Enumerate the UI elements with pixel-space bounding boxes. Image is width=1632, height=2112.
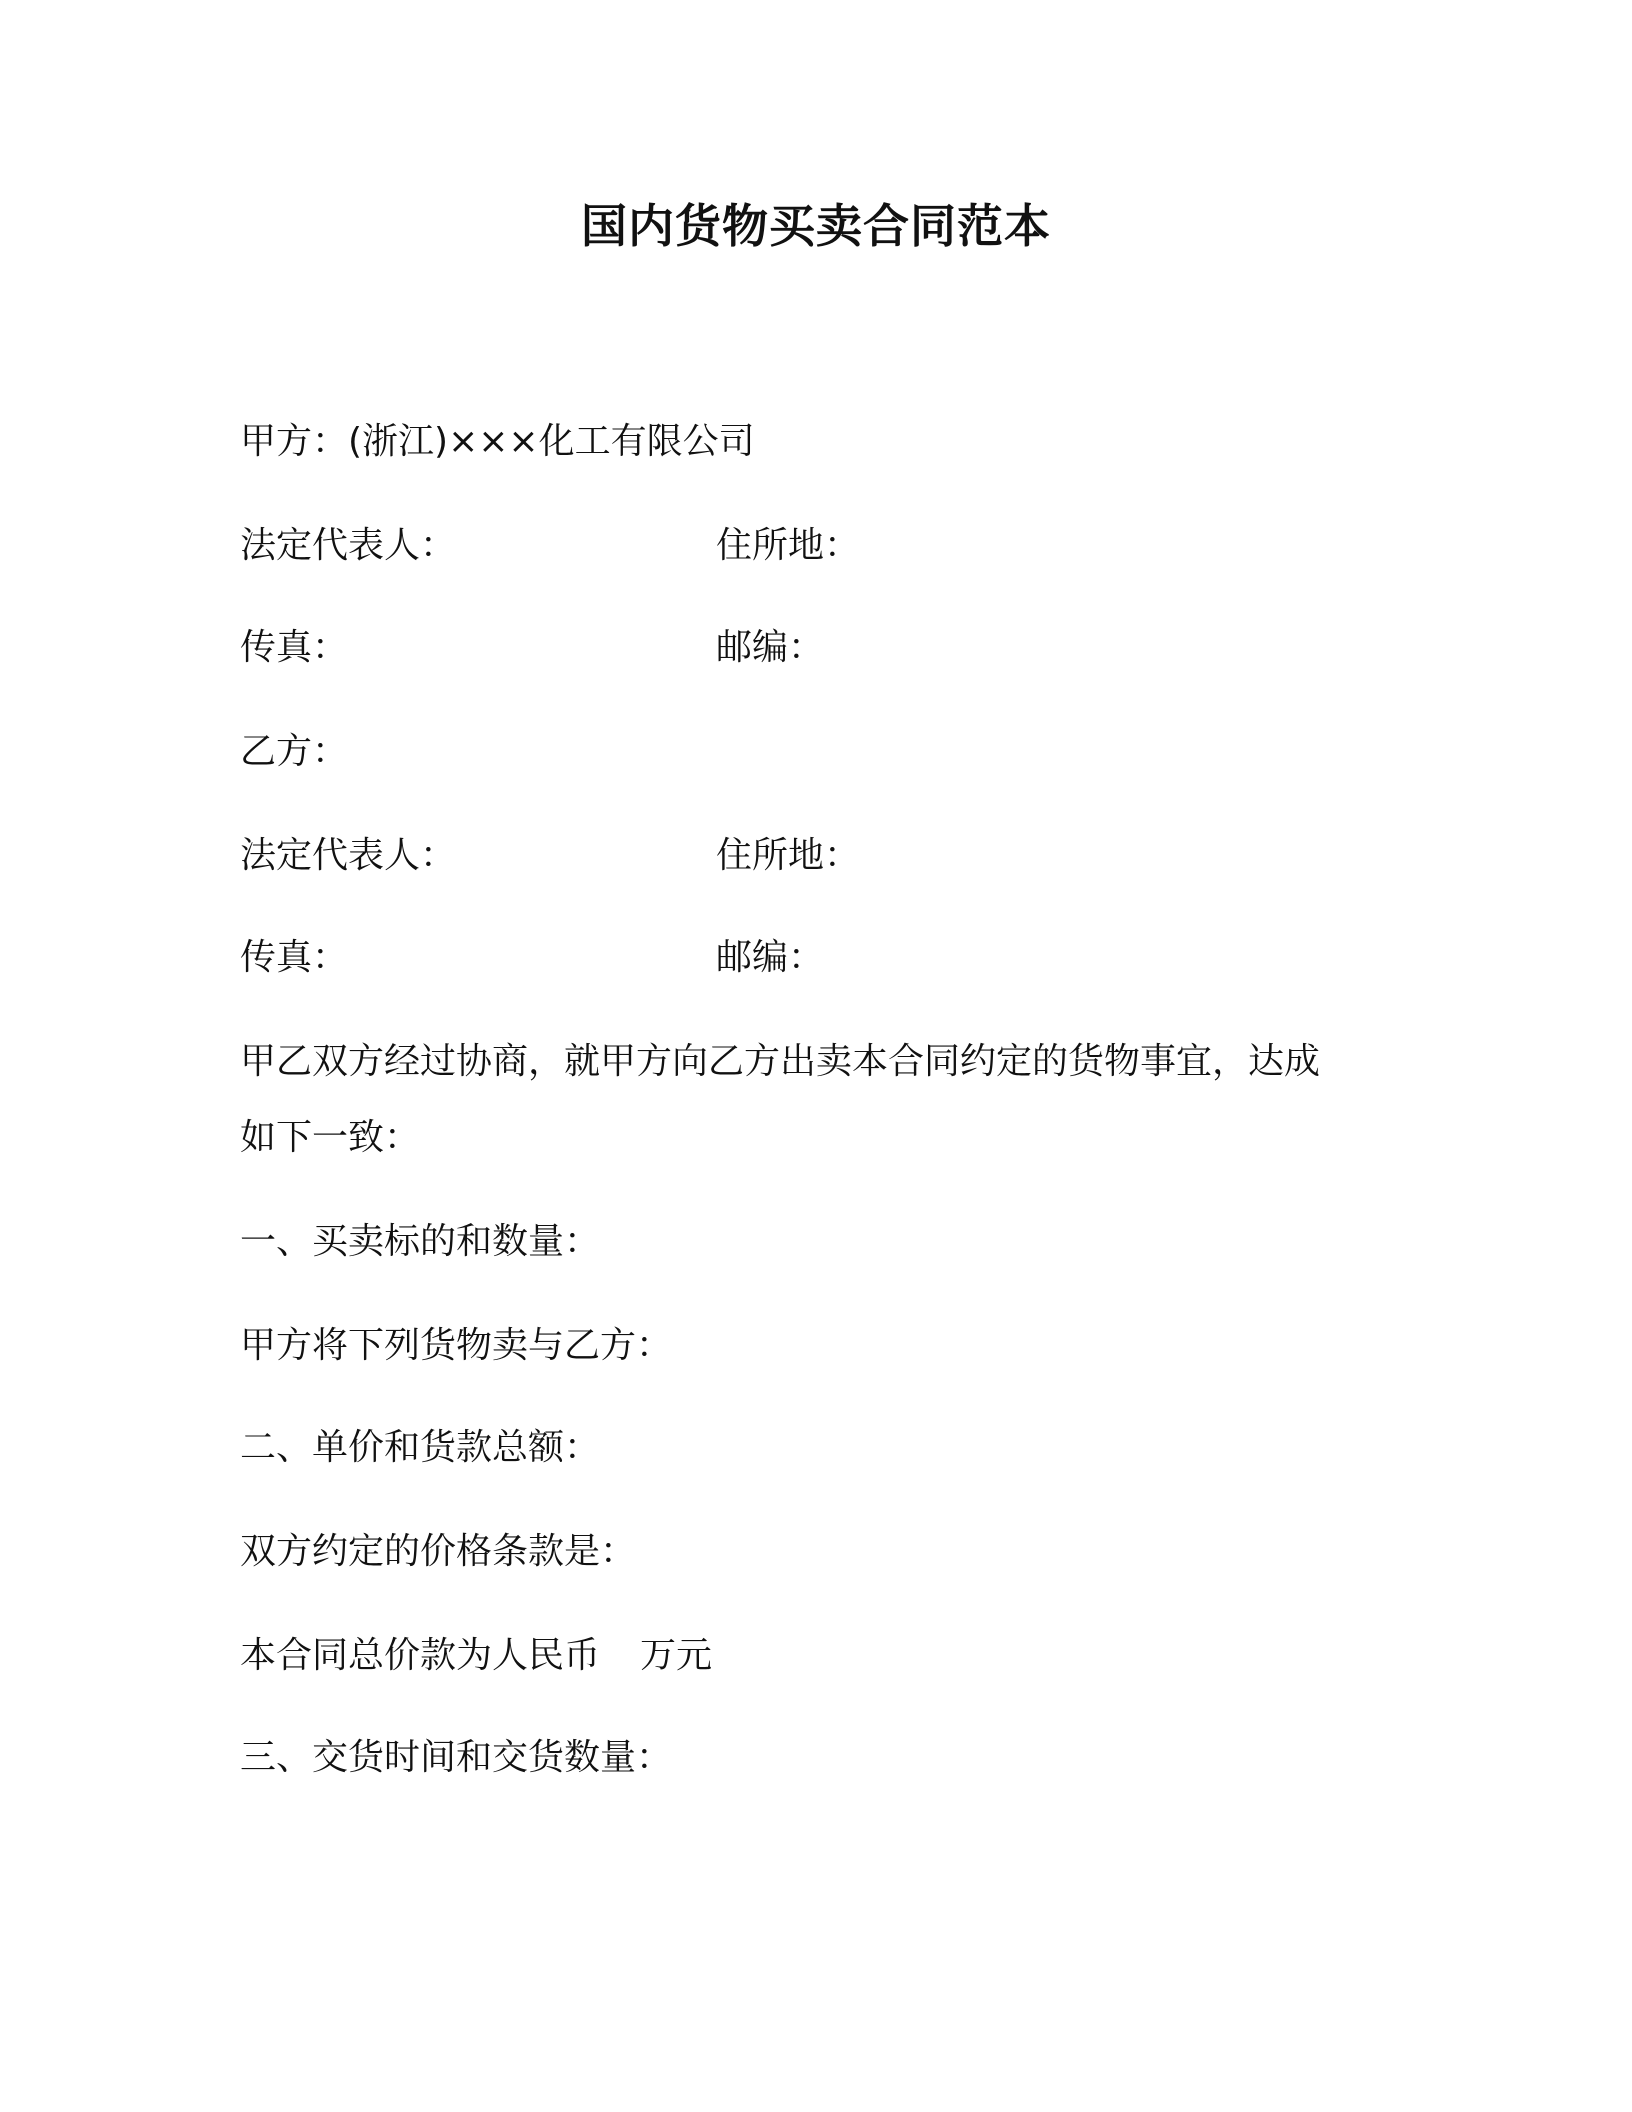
section-1-text: 甲方将下列货物卖与乙方： [240, 1325, 673, 1366]
section-3-heading: 三、交货时间和交货数量： [240, 1737, 673, 1778]
party-a-rep-label: 法定代表人： [240, 525, 457, 566]
party-a-fax-label: 传真： [240, 627, 349, 668]
intro-paragraph-line-1: 甲乙双方经过协商，就甲方向乙方出卖本合同约定的货物事宜，达成 [240, 1041, 1321, 1082]
intro-paragraph-line-2: 如下一致： [240, 1117, 421, 1158]
party-b-zip-label: 邮编： [716, 937, 825, 978]
party-b-address-label: 住所地： [716, 835, 861, 876]
document-title: 国内货物买卖合同范本 [581, 199, 1051, 253]
total-price-prefix: 本合同总价款为人民币 [240, 1635, 601, 1676]
section-1-heading: 一、买卖标的和数量： [240, 1221, 601, 1262]
party-a-zip-label: 邮编： [716, 627, 825, 668]
total-price-unit: 万元 [640, 1635, 713, 1676]
party-a-name: 甲方：(浙江)×××化工有限公司 [240, 421, 755, 462]
section-2-text: 双方约定的价格条款是： [240, 1531, 637, 1572]
party-b-rep-label: 法定代表人： [240, 835, 457, 876]
section-2-heading: 二、单价和货款总额： [240, 1427, 601, 1468]
total-price-line [240, 1632, 712, 1680]
party-a-address-label: 住所地： [716, 525, 861, 566]
party-b-fax-label: 传真： [240, 937, 349, 978]
party-b-name: 乙方： [240, 731, 349, 772]
